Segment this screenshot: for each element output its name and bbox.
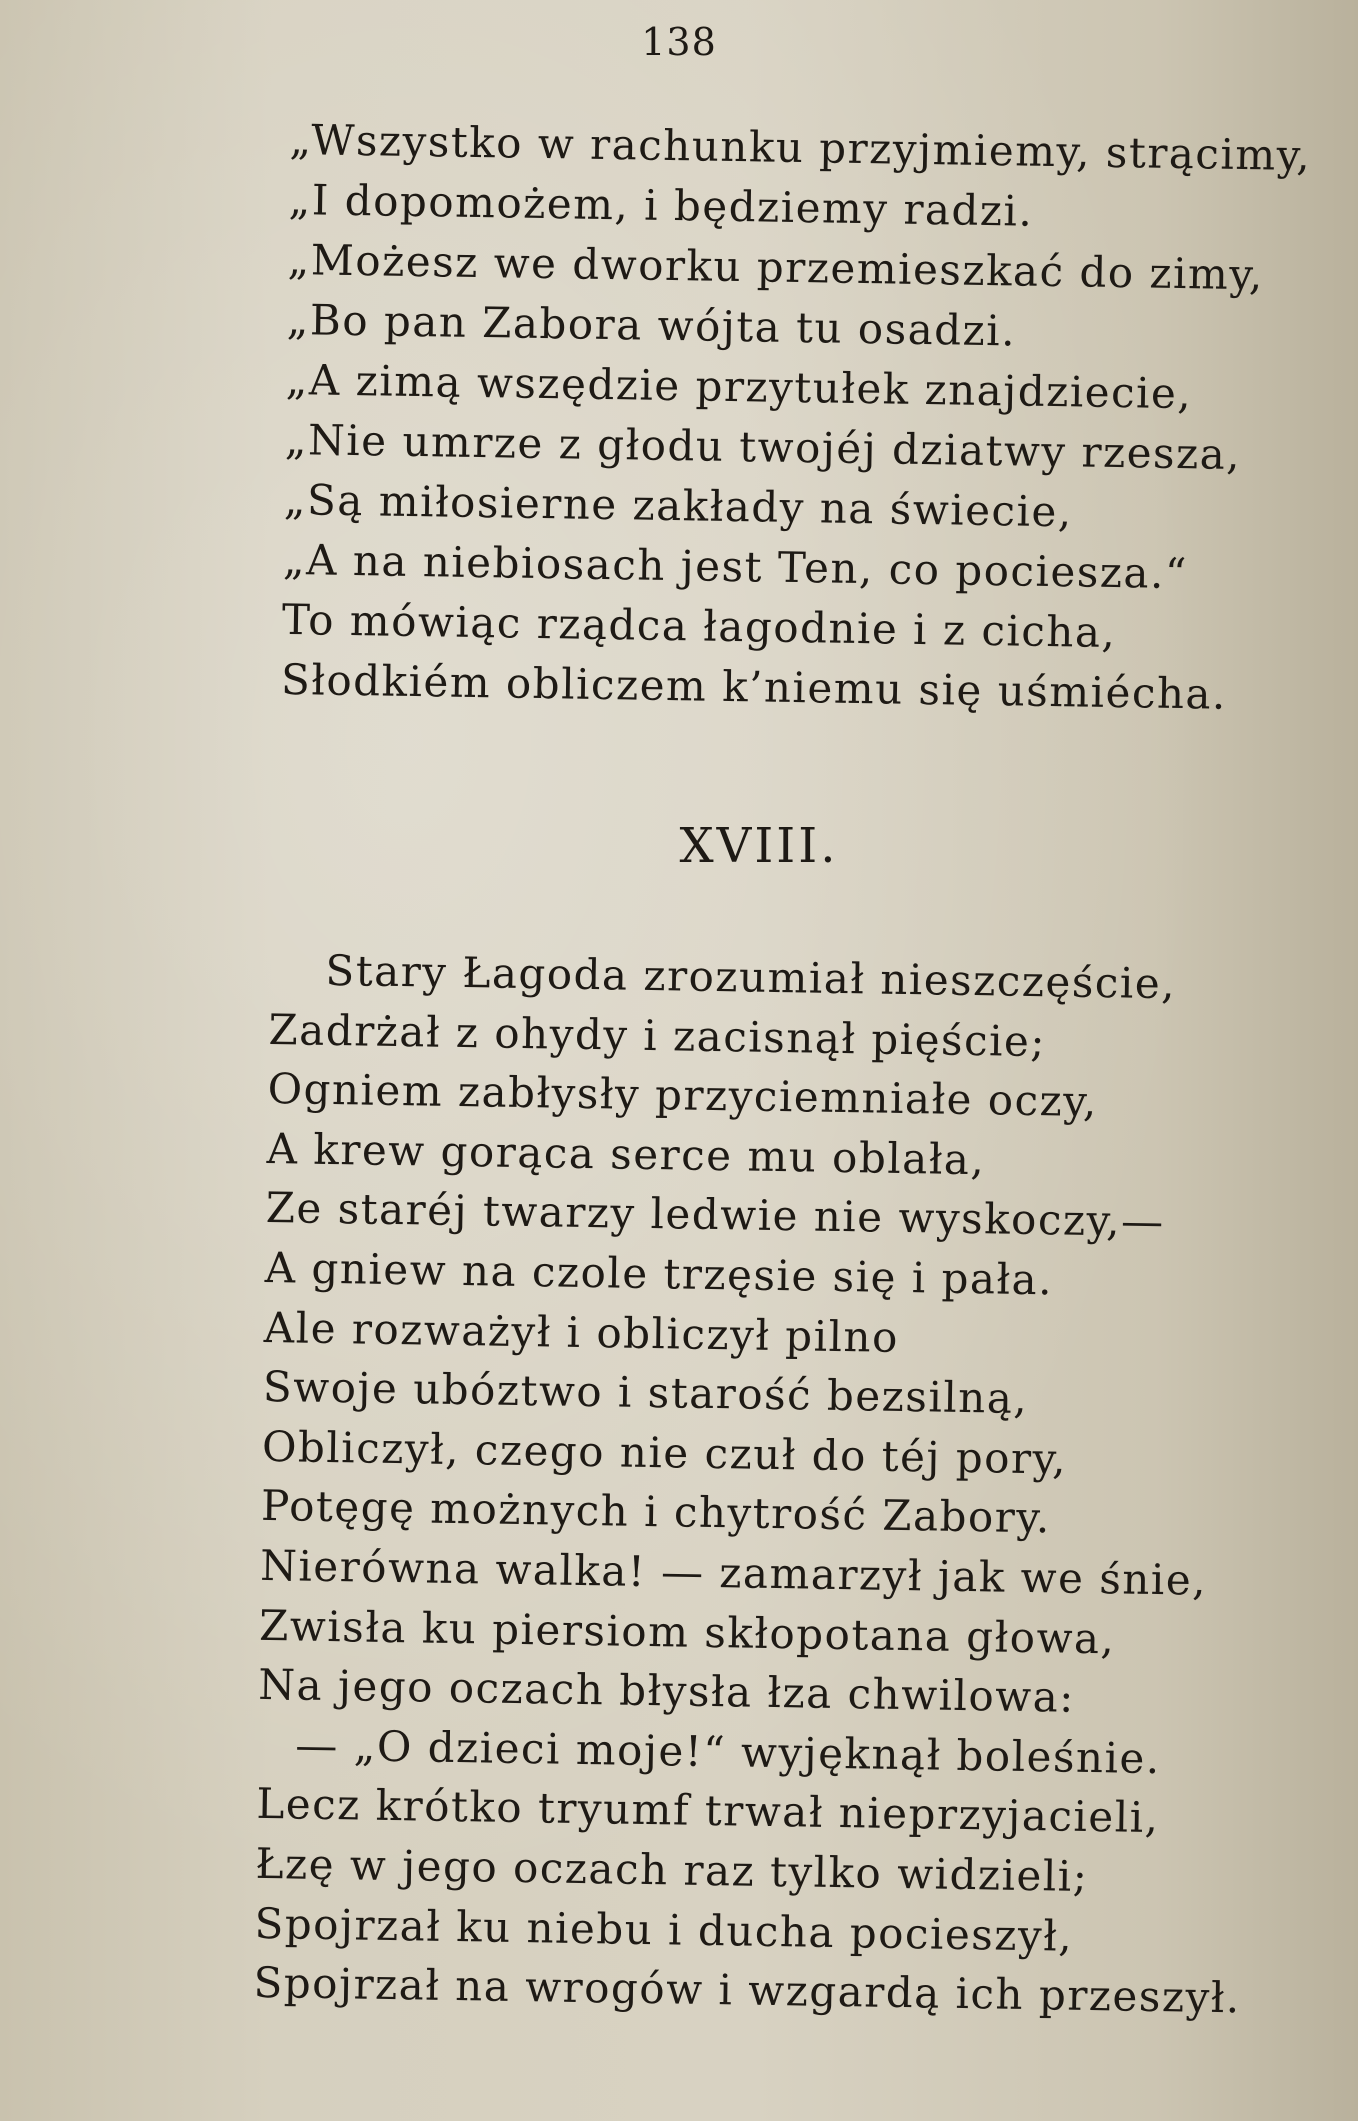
verse-line: Ze staréj twarzy ledwie nie wyskoczy,— xyxy=(265,1183,1165,1247)
verse-line: „Nie umrze z głodu twojéj dziatwy rzesza, xyxy=(284,414,1242,479)
verse-line: Zwisła ku piersiom skłopotana głowa, xyxy=(258,1600,1116,1663)
verse-line: Ale rozważył i obliczył pilno xyxy=(263,1302,900,1362)
verse-line: Potęgę możnych i chytrość Zabory. xyxy=(260,1481,1052,1543)
verse-line: — „O dzieci moje!“ wyjęknął boleśnie. xyxy=(294,1720,1162,1783)
verse-line: Spojrzał na wrogów i wzgardą ich przeszył. xyxy=(253,1957,1242,2023)
verse-line: Swoje ubóztwo i starość bezsilną, xyxy=(262,1362,1029,1424)
section-heading: XVIII. xyxy=(679,818,839,874)
poem-stanza-top xyxy=(281,110,1312,726)
verse-line: Na jego oczach błysła łza chwilowa: xyxy=(257,1660,1076,1722)
verse-line: Nierówna walka! — zamarzył jak we śnie, xyxy=(259,1540,1208,1605)
verse-line: Zadrżał z ohydy i zacisnął pięście; xyxy=(268,1004,1047,1066)
verse-line: „Bo pan Zabora wójta tu osadzi. xyxy=(286,294,1017,356)
verse-line: Obliczył, czego nie czuł do téj pory, xyxy=(261,1421,1068,1484)
verse-line: Ogniem zabłysły przyciemniałe oczy, xyxy=(267,1064,1099,1127)
page-number: 138 xyxy=(641,20,717,64)
verse-line: Stary Łagoda zrozumiał nieszczęście, xyxy=(325,945,1177,1009)
verse-line: To mówiąc rządca łagodnie i z cicha, xyxy=(281,594,1117,658)
poem-stanza-bottom xyxy=(253,940,1257,2028)
verse-line: „A na niebiosach jest Ten, co pociesza.“ xyxy=(282,534,1189,599)
verse-line: A krew gorąca serce mu oblała, xyxy=(266,1123,986,1185)
verse-line: A gniew na czole trzęsie się i pała. xyxy=(264,1242,1054,1305)
verse-line: „Możesz we dworku przemieszkać do zimy, xyxy=(287,234,1265,300)
verse-line: „Wszystko w rachunku przyjmiemy, strącimy, xyxy=(289,114,1312,181)
verse-line: „I dopomożem, i będziemy radzi. xyxy=(288,174,1034,236)
verse-line: „A zimą wszędzie przytułek znajdziecie, xyxy=(285,354,1193,419)
verse-line: Łzę w jego oczach raz tylko widzieli; xyxy=(255,1838,1089,1901)
verse-line: Spojrzał ku niebu i ducha pocieszył, xyxy=(254,1898,1074,1961)
verse-line: Lecz krótko tryumf trwał nieprzyjacieli, xyxy=(256,1779,1160,1843)
verse-line: „Są miłosierne zakłady na świecie, xyxy=(283,474,1074,537)
verse-line: Słodkiém obliczem k’niemu się uśmiécha. xyxy=(280,654,1228,719)
